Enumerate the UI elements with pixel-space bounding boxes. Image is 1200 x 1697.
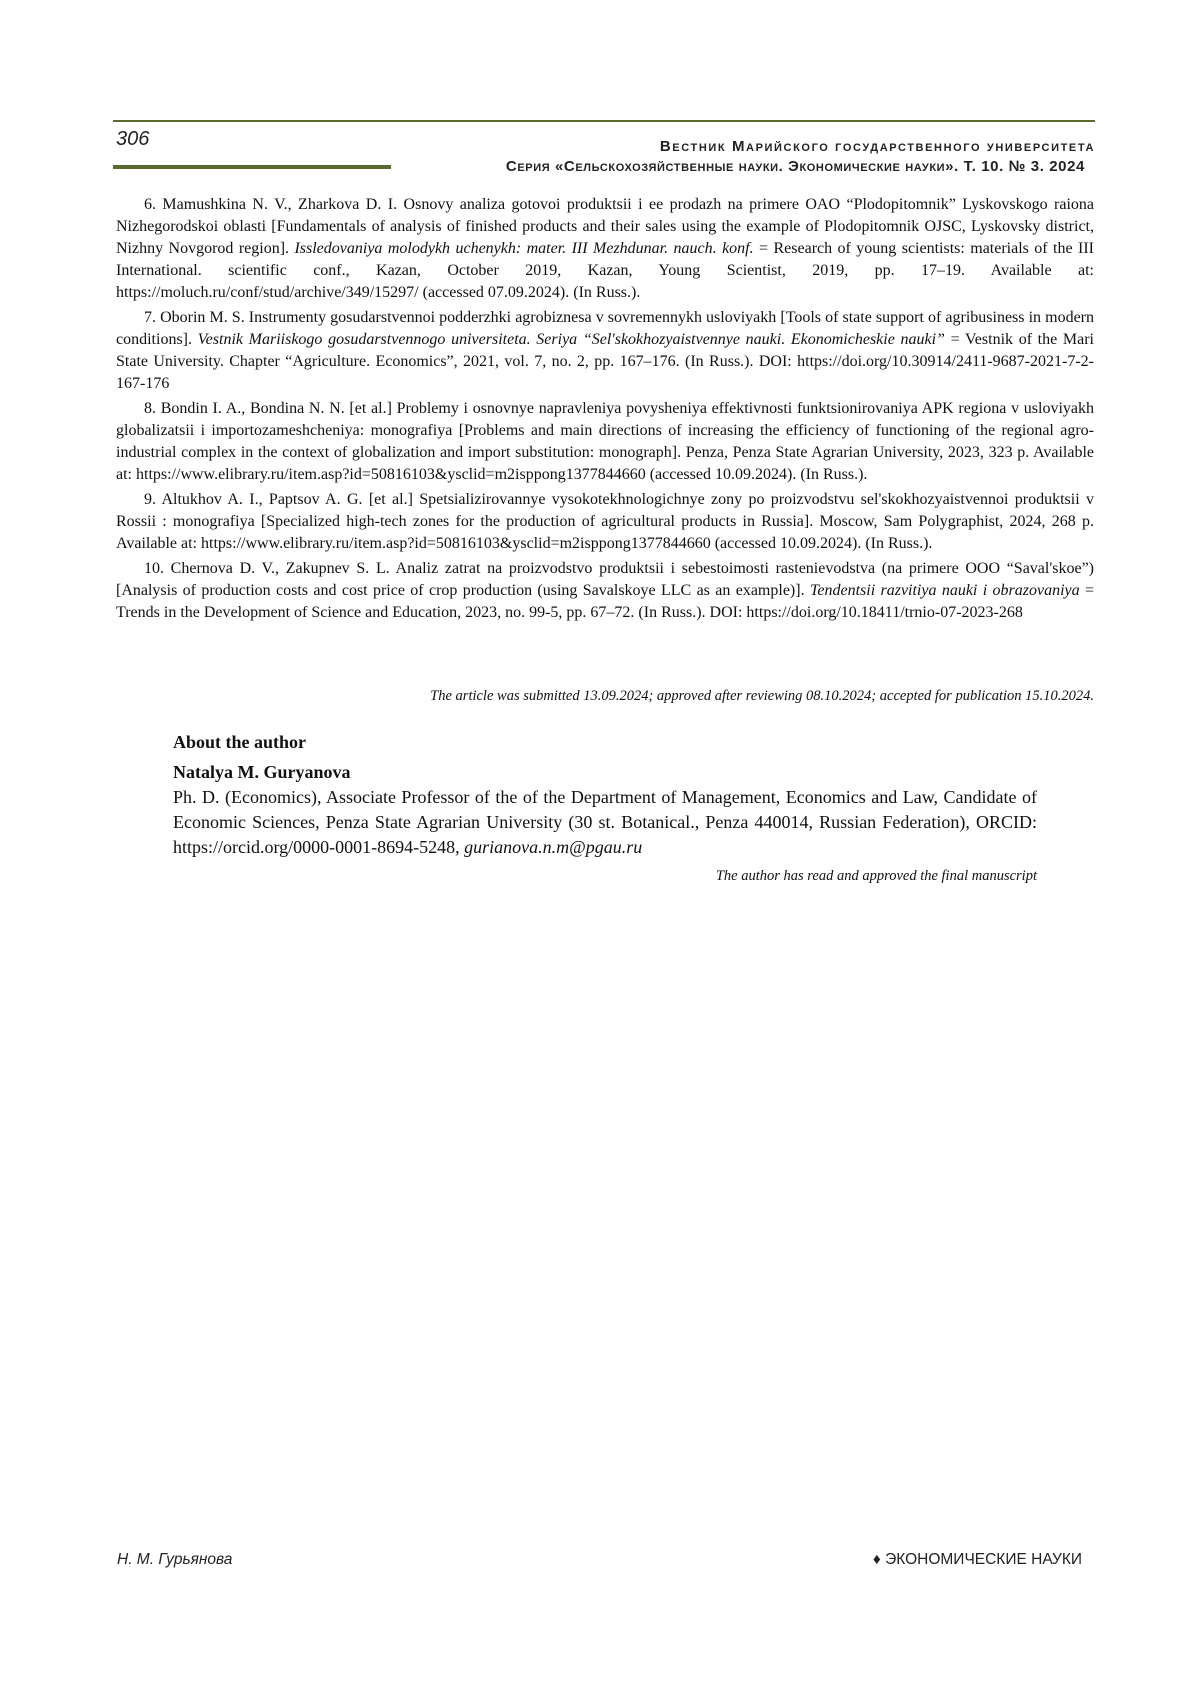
reference-item xyxy=(116,489,1094,555)
reference-item xyxy=(116,194,1094,304)
reference-text: 7. Oborin M. S. Instrumenty gosudarstvennoi podderzhki agrobiznesa v sovremennykh usloviyakh [Tools of state support of agribusiness in modern conditions]. xyxy=(116,309,1094,348)
reference-text-tail: = Research of young scientists: materials of the III International. scientific conf., Kazan, October 2019, Kazan, Young Scientist, 2019, pp. 17–19. Available at: https://moluch.ru/conf/stud/archive/349/15297/ (accessed 07.09.2024). (In Russ.). xyxy=(116,240,1095,301)
series-title: Серия «Сельскохозяйственные науки. Экономические науки». Т. 10. № 3. 2024 xyxy=(505,158,1085,175)
reference-text: 8. Bondin I. A., Bondina N. N. [et al.] Problemy i osnovnye napravleniya povysheniya effektivnosti funktsionirovaniya APK regiona v usloviyakh globalizatsii i importozameshcheniya: monografiya [Problems and main directions of increasing the efficiency of functioning of the regional agro-industrial complex in the context of globalization and import substitution: monograph]. Penza, Penza State Agrarian University, 2023, 323 p. Available at: https://www.elibrary.ru/item.asp?id=50816103&ysclid=m2isppong1377844660 (accessed 10.09.2024). (In Russ.). xyxy=(116,400,1094,483)
reference-source-title: Issledovaniya molodykh uchenykh: mater. III Mezhdunar. nauch. konf. xyxy=(294,240,754,257)
journal-title: Вестник Марийского государственного университета xyxy=(659,138,1095,155)
reference-text: 9. Altukhov A. I., Paptsov A. G. [et al.] Spetsializirovannye vysokotekhnologichnye zony po proizvodstvu sel'skokhozyaistvennoi produktsii v Rossii : monografiya [Specialized high-tech zones for the production of agricultural products in Russia]. Moscow, Sam Polygraphist, 2024, 268 p. Available at: https://www.elibrary.ru/item.asp?id=50816103&ysclid=m2isppong1377844660 (accessed 10.09.2024). (In Russ.). xyxy=(116,491,1094,552)
reference-text: 10. Chernova D. V., Zakupnev S. L. Analiz zatrat na proizvodstvo produktsii i sebestoimosti rastenievodstva (na primere OOO “Saval'skoe”) [Analysis of production costs and cost price of crop production (using Savalskoye LLC as an example)]. xyxy=(116,560,1094,599)
reference-item xyxy=(116,398,1094,486)
author-block xyxy=(173,732,1037,885)
about-heading: About the author xyxy=(173,732,307,752)
author-bio-text: Ph. D. (Economics), Associate Professor of the of the Department of Management, Economics and Law, Candidate of Economic Sciences, Penza State Agrarian University (30 st. Botanical., Penza 440014, Russian Federation), ORCID: https://orcid.org/0000-0001-8694-5248, xyxy=(173,787,1037,857)
author-bio xyxy=(173,785,1037,860)
approval-note: The author has read and approved the final manuscript xyxy=(715,868,1037,884)
reference-text-tail: = Trends in the Development of Science and Education, 2023, no. 99-5, pp. 67–72. (In Russ.). DOI: https://doi.org/10.18411/trnio-07-2023-268 xyxy=(116,582,1095,621)
footer-author: Н. М. Гурьянова xyxy=(117,1551,233,1568)
reference-item xyxy=(116,558,1094,624)
page-number: 306 xyxy=(116,128,150,150)
footer-section: ♦ ЭКОНОМИЧЕСКИЕ НАУКИ xyxy=(872,1551,1082,1568)
author-email-link[interactable]: gurianova.n.m@pgau.ru xyxy=(464,837,643,857)
submission-note: The article was submitted 13.09.2024; approved after reviewing 08.10.2024; accepted for publication 15.10.2024. xyxy=(430,688,1094,704)
reference-list xyxy=(116,194,1094,627)
header-top-rule xyxy=(113,120,1095,122)
reference-source-title: Vestnik Mariiskogo gosudarstvennogo universiteta. Seriya “Sel'skokhozyaistvennye nauki. Ekonomicheskie nauki” xyxy=(197,331,945,348)
reference-item xyxy=(116,307,1094,395)
reference-text-tail: = Vestnik of the Mari State University. Chapter “Agriculture. Economics”, 2021, vol. 7, no. 2, pp. 167–176. (In Russ.). DOI: https://doi.org/10.30914/2411-9687-2021-7-2-167-176 xyxy=(116,331,1095,392)
author-name: Natalya M. Guryanova xyxy=(173,762,351,782)
series-row xyxy=(113,158,1095,178)
reference-text: 6. Mamushkina N. V., Zharkova D. I. Osnovy analiza gotovoi produktsii i ee prodazh na primere OAO “Plodopitomnik” Lyskovskogo raiona Nizhegorodskoi oblasti [Fundamentals of analysis of finished products and their sales using the example of Plodopitomnik OJSC, Lyskovsky district, Nizhny Novgorod region]. xyxy=(116,196,1094,257)
series-accent-bar xyxy=(113,165,391,169)
reference-source-title: Tendentsii razvitiya nauki i obrazovaniya xyxy=(809,582,1080,599)
